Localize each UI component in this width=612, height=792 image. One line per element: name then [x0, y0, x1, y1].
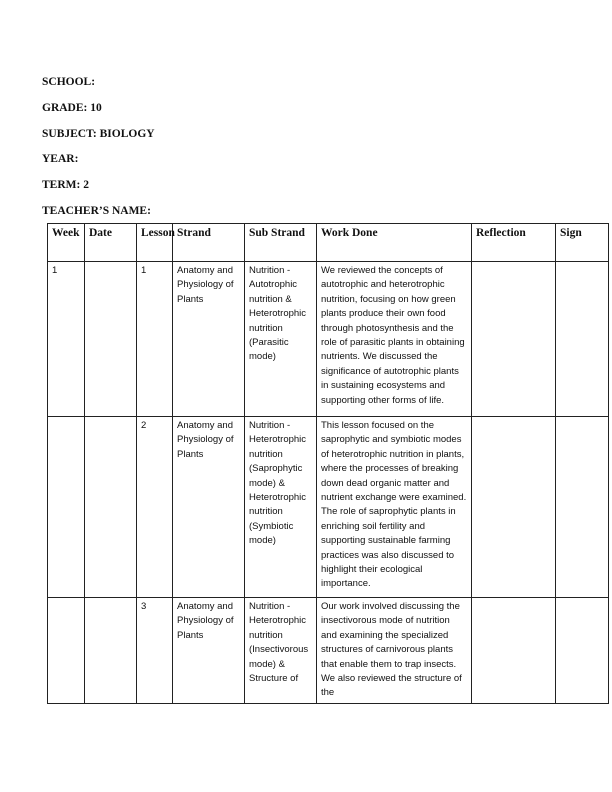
- cell-lesson: 3: [137, 598, 173, 704]
- table-row: [48, 598, 609, 704]
- grade-label: GRADE: 10: [42, 101, 102, 114]
- col-header-sub-strand: Sub Strand: [245, 224, 317, 262]
- col-header-work-done: Work Done: [317, 224, 472, 262]
- col-header-lesson: Lesson: [137, 224, 173, 262]
- cell-work-done: This lesson focused on the saprophytic and symbiotic modes of heterotrophic nutrition in plants, where the processes of breaking down dead organic matter and nutrient exchange were examined. The role of saprophytic plants in enriching soil fertility and supporting sustainable farming practices was also discussed to highlight their ecological importance.: [317, 417, 472, 598]
- cell-sub-strand: Nutrition - Heterotrophic nutrition (Saprophytic mode) & Heterotrophic nutrition (Symbiotic mode): [245, 417, 317, 598]
- cell-reflection: [472, 417, 556, 598]
- subject-label: SUBJECT: BIOLOGY: [42, 127, 155, 140]
- school-label: SCHOOL:: [42, 76, 96, 88]
- cell-lesson: 1: [137, 262, 173, 417]
- year-label: YEAR:: [42, 153, 79, 166]
- cell-sign: [556, 598, 609, 704]
- col-header-week: Week: [48, 224, 85, 262]
- table-header-row: [48, 224, 609, 262]
- col-header-sign: Sign: [556, 224, 609, 262]
- cell-sub-strand: Nutrition - Heterotrophic nutrition (Insectivorous mode) & Structure of: [245, 598, 317, 704]
- cell-date: [85, 598, 137, 704]
- cell-strand: Anatomy and Physiology of Plants: [173, 417, 245, 598]
- teacher-name-label: TEACHER’S NAME:: [42, 204, 151, 217]
- cell-week: [48, 598, 85, 704]
- document-header: [42, 74, 155, 229]
- cell-week: 1: [48, 262, 85, 417]
- term-label: TERM: 2: [42, 179, 89, 192]
- col-header-date: Date: [85, 224, 137, 262]
- cell-sign: [556, 417, 609, 598]
- cell-work-done: Our work involved discussing the insectivorous mode of nutrition and examining the specialized structures of carnivorous plants that enable them to trap insects. We also reviewed the structure of the: [317, 598, 472, 704]
- cell-strand: Anatomy and Physiology of Plants: [173, 598, 245, 704]
- table-row: [48, 417, 609, 598]
- col-header-reflection: Reflection: [472, 224, 556, 262]
- col-header-strand: Strand: [173, 224, 245, 262]
- cell-date: [85, 262, 137, 417]
- cell-sub-strand: Nutrition - Autotrophic nutrition & Heterotrophic nutrition (Parasitic mode): [245, 262, 317, 417]
- cell-lesson: 2: [137, 417, 173, 598]
- table-row: [48, 262, 609, 417]
- record-of-work-table: [47, 223, 609, 704]
- cell-strand: Anatomy and Physiology of Plants: [173, 262, 245, 417]
- cell-week: [48, 417, 85, 598]
- cell-date: [85, 417, 137, 598]
- cell-work-done: We reviewed the concepts of autotrophic and heterotrophic nutrition, focusing on how green plants produce their own food through photosynthesis and the role of parasitic plants in obtaining nutrients. We discussed the significance of autotrophic plants in sustaining ecosystems and supporting other forms of life.: [317, 262, 472, 417]
- cell-reflection: [472, 598, 556, 704]
- cell-sign: [556, 262, 609, 417]
- cell-reflection: [472, 262, 556, 417]
